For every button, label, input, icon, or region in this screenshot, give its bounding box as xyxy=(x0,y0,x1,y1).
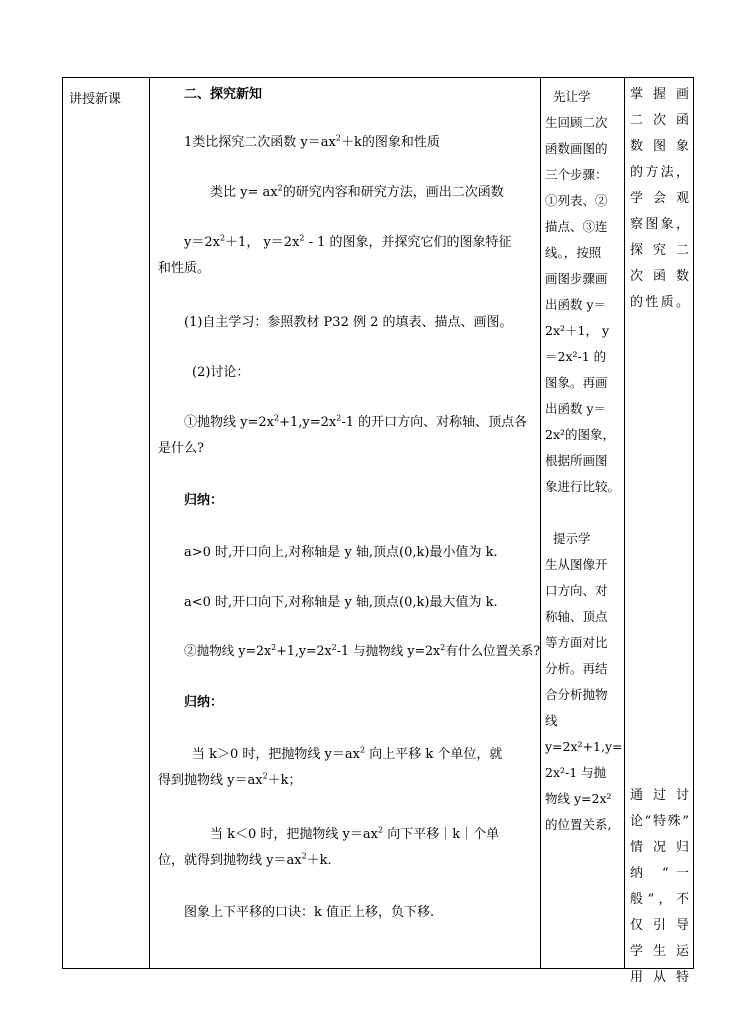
stage-label: 讲授新课 xyxy=(69,92,122,107)
rule-positive: a>0 时,开口向上,对称轴是 y 轴,顶点(0,k)最小值为 k. xyxy=(184,545,498,560)
student-activity-line: 线。，按照 xyxy=(545,245,602,260)
design-intent-top xyxy=(625,78,693,316)
design-intent-line: 察图象， xyxy=(630,217,689,232)
shift-down-rule-end: 位，就得到抛物线 $y=ax^2+k$. xyxy=(158,851,332,868)
student-activity-line: ＝2x²-1 的 xyxy=(545,349,607,364)
student-activity-line: 出函数 y＝ xyxy=(545,297,607,312)
rule-negative: a<0 时,开口向下,对称轴是 y 轴,顶点(0,k)最大值为 k. xyxy=(184,595,498,610)
student-activity-line: 出函数 y＝ xyxy=(545,401,607,416)
design-intent-bottom xyxy=(625,783,689,991)
design-intent-line: 通过讨 xyxy=(630,787,689,803)
student-activity-line: 2x²-1 与抛 xyxy=(545,765,607,780)
design-intent-line: 学会观 xyxy=(630,191,689,206)
para-analogy: 类比 $y= ax^2$的研究内容和研究方法，画出二次函数 xyxy=(210,183,504,200)
student-activity-line: 线 xyxy=(545,713,558,728)
student-activity-line: 生回顾二次 xyxy=(545,115,608,130)
design-intent-line: 用从特 xyxy=(630,969,689,985)
design-intent-line: 纳 “一 xyxy=(630,865,689,881)
student-activity-line: 称轴、顶点 xyxy=(545,609,608,624)
para-functions-end: 和性质。 xyxy=(158,261,211,276)
design-intent-line: 情况归 xyxy=(630,839,689,855)
item1-heading: 1类比探究二次函数 $y=ax^2+k$的图象和性质 xyxy=(184,133,440,150)
design-intent-line: 次函数 xyxy=(630,269,689,284)
student-activity-line: 物线 y=2x² xyxy=(545,791,612,806)
question-2: ②抛物线 $y=2x^2+1,y=2x^2-1$ 与抛物线 $y=2x^2$有什么位置关系? xyxy=(184,642,541,658)
student-activity-line: 生从图像开 xyxy=(545,557,608,572)
student-activity-line: ①列表、② xyxy=(545,193,608,208)
shift-up-rule-end: 得到抛物线 $y=ax^2+k$； xyxy=(158,771,302,788)
section-title: 二、探究新知 xyxy=(184,87,263,102)
student-activity-line: 象进行比较。 xyxy=(545,479,621,494)
design-intent-line: 探究二 xyxy=(630,243,689,258)
student-activity-line: 2x²＋1， y xyxy=(545,323,610,338)
mnemonic: 图象上下平移的口诀：k 值正上移，负下移. xyxy=(184,905,435,920)
summary-2: 归纳： xyxy=(184,695,224,710)
discuss-label: (2)讨论： xyxy=(192,365,250,380)
design-intent-line: 的性质。 xyxy=(630,295,689,310)
design-intent-line: 数图象 xyxy=(630,139,689,154)
student-activity-cell xyxy=(541,78,625,969)
student-activity-line: 先让学 xyxy=(545,89,591,104)
student-activity-line: 函数画图的 xyxy=(545,141,608,156)
design-intent-line: 仅引导 xyxy=(630,917,689,933)
lesson-plan-table xyxy=(62,77,694,985)
student-activity-line: 口方向、对 xyxy=(545,583,608,598)
student-activity-line: 三个步骤： xyxy=(545,167,608,182)
summary-1: 归纳： xyxy=(184,493,224,508)
design-intent-line: 论“特殊” xyxy=(630,813,689,829)
design-intent-line: 学生运 xyxy=(630,943,689,959)
stage-cell xyxy=(63,78,150,969)
para-functions: $y=2x^2+1$， $y=2x^2 - 1$ 的图象，并探究它们的图象特征 xyxy=(184,233,512,250)
student-activity-list xyxy=(541,78,624,838)
student-activity-line: 根据所画图 xyxy=(545,453,608,468)
student-activity-line xyxy=(545,500,622,526)
shift-up-rule: 当 k＞0 时，把抛物线 $y=ax^2$ 向上平移 k 个单位，就 xyxy=(192,745,503,762)
design-intent-line: 的方法， xyxy=(630,165,689,180)
design-intent-line: 掌握画 xyxy=(630,87,689,102)
student-activity-line: y=2x²+1,y= xyxy=(545,739,623,754)
student-activity-line: 的位置关系, xyxy=(545,817,612,832)
design-intent-line: 般”，不 xyxy=(630,891,689,907)
self-study: (1)自主学习：参照教材 P32 例 2 的填表、描点、画图。 xyxy=(184,315,513,330)
design-intent-cell xyxy=(625,78,694,985)
content-cell xyxy=(150,78,541,969)
shift-down-rule: 当 k＜0 时，把抛物线 $y=ax^2$ 向下平移｜k｜个单 xyxy=(210,825,500,842)
student-activity-line: 提示学 xyxy=(545,531,591,546)
student-activity-line: 2x²的图象， xyxy=(545,427,616,442)
student-activity-line: 图象。再画 xyxy=(545,375,608,390)
question-1: ①抛物线 $y=2x^2+1,y=2x^2-1$ 的开口方向、对称轴、顶点各 xyxy=(184,413,528,430)
question-1-end: 是什么? xyxy=(158,441,204,456)
student-activity-line: 描点、③连 xyxy=(545,219,608,234)
student-activity-line: 等方面对比 xyxy=(545,635,608,650)
student-activity-line: 分析。再结 xyxy=(545,661,608,676)
student-activity-line: 画图步骤画 xyxy=(545,271,608,286)
student-activity-line: 合分析抛物 xyxy=(545,687,608,702)
design-intent-line: 二次函 xyxy=(630,113,689,128)
